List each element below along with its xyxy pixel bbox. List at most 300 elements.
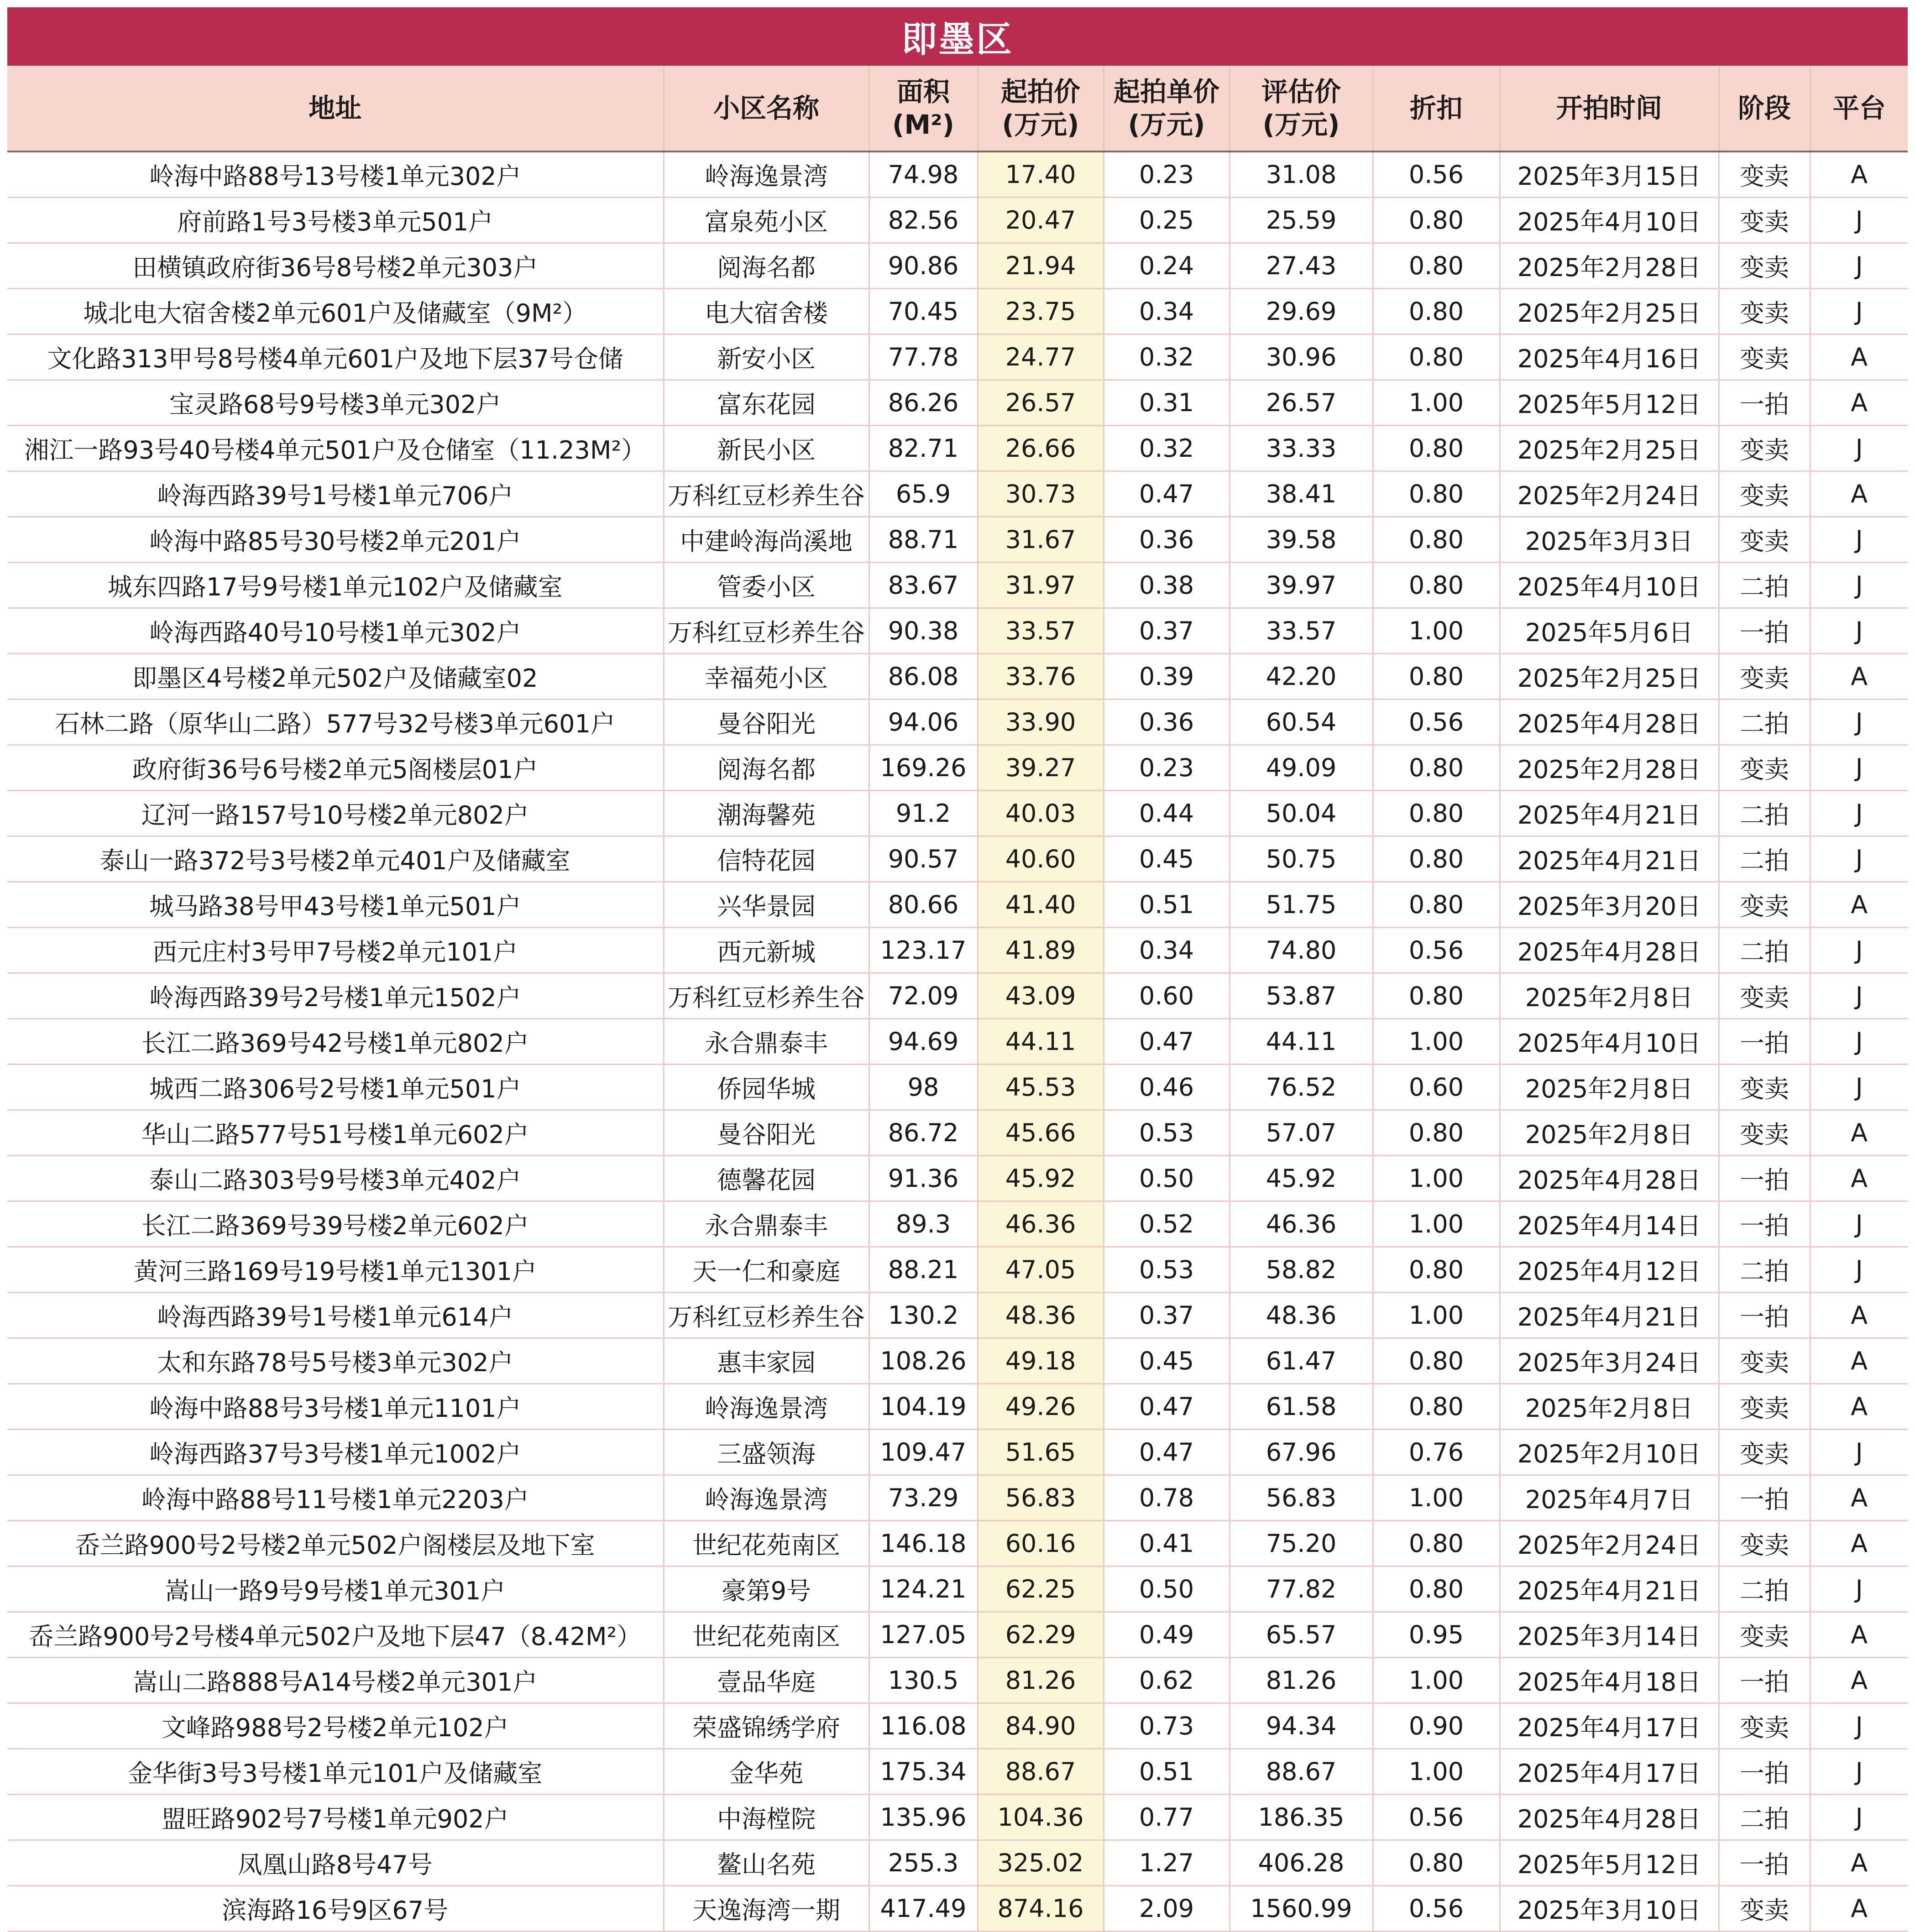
cell-stage: 二拍 bbox=[1719, 791, 1810, 836]
cell-start-price: 45.53 bbox=[978, 1065, 1104, 1110]
cell-address: 泰山一路372号3号楼2单元401户及储藏室 bbox=[7, 836, 664, 882]
cell-unit-price: 0.47 bbox=[1104, 1019, 1230, 1065]
cell-auction-date: 2025年4月21日 bbox=[1500, 1293, 1719, 1338]
cell-appraisal: 75.20 bbox=[1230, 1521, 1373, 1566]
cell-stage: 一拍 bbox=[1719, 1749, 1810, 1795]
cell-discount: 1.00 bbox=[1373, 1156, 1500, 1201]
cell-address: 辽河一路157号10号楼2单元802户 bbox=[7, 791, 664, 836]
cell-community: 曼谷阳光 bbox=[664, 1110, 869, 1156]
cell-stage: 变卖 bbox=[1719, 517, 1810, 563]
cell-address: 即墨区4号楼2单元502户及储藏室02 bbox=[7, 654, 664, 700]
cell-community: 岭海逸景湾 bbox=[664, 1384, 869, 1430]
cell-appraisal: 31.08 bbox=[1230, 151, 1373, 198]
cell-address: 岭海西路40号10号楼1单元302户 bbox=[7, 608, 664, 654]
cell-platform: A bbox=[1810, 654, 1908, 700]
cell-area: 86.08 bbox=[869, 654, 978, 700]
cell-auction-date: 2025年4月7日 bbox=[1500, 1475, 1719, 1521]
cell-auction-date: 2025年4月28日 bbox=[1500, 928, 1719, 973]
cell-stage: 一拍 bbox=[1719, 1475, 1810, 1521]
cell-community: 岭海逸景湾 bbox=[664, 1475, 869, 1521]
cell-auction-date: 2025年5月6日 bbox=[1500, 608, 1719, 654]
table-row bbox=[7, 791, 1908, 836]
cell-community: 岭海逸景湾 bbox=[664, 151, 869, 198]
cell-discount: 0.56 bbox=[1373, 700, 1500, 745]
cell-start-price: 84.90 bbox=[978, 1703, 1104, 1749]
cell-appraisal: 51.75 bbox=[1230, 882, 1373, 928]
cell-area: 130.5 bbox=[869, 1658, 978, 1703]
cell-discount: 0.80 bbox=[1373, 563, 1500, 608]
cell-address: 文化路313甲号8号楼4单元601户及地下层37号仓储 bbox=[7, 334, 664, 380]
cell-platform: A bbox=[1810, 882, 1908, 928]
header-area bbox=[869, 66, 978, 151]
cell-stage: 变卖 bbox=[1719, 654, 1810, 700]
cell-unit-price: 0.49 bbox=[1104, 1612, 1230, 1658]
cell-auction-date: 2025年4月18日 bbox=[1500, 1658, 1719, 1703]
cell-appraisal: 61.47 bbox=[1230, 1338, 1373, 1384]
cell-auction-date: 2025年3月3日 bbox=[1500, 517, 1719, 563]
cell-appraisal: 406.28 bbox=[1230, 1840, 1373, 1886]
cell-auction-date: 2025年2月28日 bbox=[1500, 243, 1719, 289]
cell-stage: 二拍 bbox=[1719, 1795, 1810, 1840]
cell-appraisal: 50.04 bbox=[1230, 791, 1373, 836]
cell-appraisal: 42.20 bbox=[1230, 654, 1373, 700]
cell-address: 嵩山一路9号9号楼1单元301户 bbox=[7, 1566, 664, 1612]
cell-address: 岭海西路39号2号楼1单元1502户 bbox=[7, 973, 664, 1019]
cell-stage: 变卖 bbox=[1719, 151, 1810, 198]
cell-address: 文峰路988号2号楼2单元102户 bbox=[7, 1703, 664, 1749]
cell-appraisal: 25.59 bbox=[1230, 198, 1373, 243]
cell-area: 82.71 bbox=[869, 426, 978, 471]
cell-area: 77.78 bbox=[869, 334, 978, 380]
cell-start-price: 874.16 bbox=[978, 1886, 1104, 1932]
cell-auction-date: 2025年4月21日 bbox=[1500, 791, 1719, 836]
header-platform-label: 平台 bbox=[1832, 92, 1886, 124]
header-area-label: 面积 bbox=[896, 76, 950, 107]
cell-auction-date: 2025年4月17日 bbox=[1500, 1703, 1719, 1749]
cell-appraisal: 29.69 bbox=[1230, 289, 1373, 334]
cell-platform: A bbox=[1810, 1110, 1908, 1156]
cell-unit-price: 0.23 bbox=[1104, 745, 1230, 791]
cell-discount: 0.76 bbox=[1373, 1430, 1500, 1475]
cell-start-price: 20.47 bbox=[978, 198, 1104, 243]
cell-address: 岙兰路900号2号楼4单元502户及地下层47（8.42M²） bbox=[7, 1612, 664, 1658]
cell-community: 西元新城 bbox=[664, 928, 869, 973]
cell-area: 169.26 bbox=[869, 745, 978, 791]
cell-auction-date: 2025年2月28日 bbox=[1500, 745, 1719, 791]
cell-stage: 变卖 bbox=[1719, 471, 1810, 517]
cell-discount: 0.80 bbox=[1373, 1247, 1500, 1293]
cell-community: 管委小区 bbox=[664, 563, 869, 608]
cell-area: 255.3 bbox=[869, 1840, 978, 1886]
cell-appraisal: 45.92 bbox=[1230, 1156, 1373, 1201]
cell-area: 175.34 bbox=[869, 1749, 978, 1795]
cell-address: 长江二路369号42号楼1单元802户 bbox=[7, 1019, 664, 1065]
cell-platform: A bbox=[1810, 1886, 1908, 1932]
table-row bbox=[7, 1065, 1908, 1110]
cell-appraisal: 77.82 bbox=[1230, 1566, 1373, 1612]
cell-appraisal: 39.97 bbox=[1230, 563, 1373, 608]
cell-area: 91.2 bbox=[869, 791, 978, 836]
cell-address: 金华街3号3号楼1单元101户及储藏室 bbox=[7, 1749, 664, 1795]
cell-stage: 一拍 bbox=[1719, 1658, 1810, 1703]
cell-platform: J bbox=[1810, 289, 1908, 334]
cell-auction-date: 2025年3月24日 bbox=[1500, 1338, 1719, 1384]
cell-area: 90.38 bbox=[869, 608, 978, 654]
cell-appraisal: 94.34 bbox=[1230, 1703, 1373, 1749]
cell-start-price: 51.65 bbox=[978, 1430, 1104, 1475]
cell-discount: 1.00 bbox=[1373, 1019, 1500, 1065]
cell-address: 长江二路369号39号楼2单元602户 bbox=[7, 1201, 664, 1247]
cell-start-price: 47.05 bbox=[978, 1247, 1104, 1293]
header-discount bbox=[1373, 66, 1500, 151]
cell-stage: 一拍 bbox=[1719, 608, 1810, 654]
cell-address: 泰山二路303号9号楼3单元402户 bbox=[7, 1156, 664, 1201]
cell-platform: J bbox=[1810, 243, 1908, 289]
cell-unit-price: 0.73 bbox=[1104, 1703, 1230, 1749]
cell-address: 城西二路306号2号楼1单元501户 bbox=[7, 1065, 664, 1110]
table-row bbox=[7, 1384, 1908, 1430]
cell-discount: 1.00 bbox=[1373, 1475, 1500, 1521]
cell-area: 89.3 bbox=[869, 1201, 978, 1247]
cell-appraisal: 67.96 bbox=[1230, 1430, 1373, 1475]
cell-discount: 0.80 bbox=[1373, 426, 1500, 471]
cell-start-price: 30.73 bbox=[978, 471, 1104, 517]
cell-auction-date: 2025年5月12日 bbox=[1500, 1840, 1719, 1886]
cell-community: 壹品华庭 bbox=[664, 1658, 869, 1703]
cell-platform: J bbox=[1810, 563, 1908, 608]
cell-discount: 0.80 bbox=[1373, 836, 1500, 882]
cell-area: 70.45 bbox=[869, 289, 978, 334]
cell-area: 98 bbox=[869, 1065, 978, 1110]
cell-discount: 0.80 bbox=[1373, 198, 1500, 243]
cell-discount: 0.56 bbox=[1373, 1795, 1500, 1840]
cell-stage: 变卖 bbox=[1719, 1703, 1810, 1749]
cell-address: 岭海中路88号3号楼1单元1101户 bbox=[7, 1384, 664, 1430]
cell-unit-price: 0.47 bbox=[1104, 1384, 1230, 1430]
header-platform bbox=[1810, 66, 1908, 151]
cell-discount: 1.00 bbox=[1373, 1201, 1500, 1247]
cell-platform: J bbox=[1810, 700, 1908, 745]
cell-discount: 0.90 bbox=[1373, 1703, 1500, 1749]
cell-auction-date: 2025年2月10日 bbox=[1500, 1430, 1719, 1475]
cell-area: 146.18 bbox=[869, 1521, 978, 1566]
cell-unit-price: 0.50 bbox=[1104, 1566, 1230, 1612]
cell-address: 城东四路17号9号楼1单元102户及储藏室 bbox=[7, 563, 664, 608]
cell-unit-price: 0.53 bbox=[1104, 1247, 1230, 1293]
cell-address: 岙兰路900号2号楼2单元502户阁楼层及地下室 bbox=[7, 1521, 664, 1566]
cell-stage: 变卖 bbox=[1719, 1886, 1810, 1932]
cell-stage: 二拍 bbox=[1719, 700, 1810, 745]
header-appraisal bbox=[1230, 66, 1373, 151]
cell-stage: 二拍 bbox=[1719, 836, 1810, 882]
cell-platform: J bbox=[1810, 791, 1908, 836]
cell-stage: 二拍 bbox=[1719, 1566, 1810, 1612]
cell-discount: 0.80 bbox=[1373, 334, 1500, 380]
cell-area: 86.72 bbox=[869, 1110, 978, 1156]
cell-auction-date: 2025年3月20日 bbox=[1500, 882, 1719, 928]
cell-unit-price: 0.24 bbox=[1104, 243, 1230, 289]
cell-address: 岭海西路39号1号楼1单元614户 bbox=[7, 1293, 664, 1338]
cell-address: 田横镇政府街36号8号楼2单元303户 bbox=[7, 243, 664, 289]
cell-area: 73.29 bbox=[869, 1475, 978, 1521]
cell-stage: 变卖 bbox=[1719, 289, 1810, 334]
cell-auction-date: 2025年4月21日 bbox=[1500, 836, 1719, 882]
cell-auction-date: 2025年2月24日 bbox=[1500, 1521, 1719, 1566]
cell-stage: 变卖 bbox=[1719, 334, 1810, 380]
cell-appraisal: 57.07 bbox=[1230, 1110, 1373, 1156]
cell-unit-price: 0.32 bbox=[1104, 334, 1230, 380]
cell-start-price: 40.60 bbox=[978, 836, 1104, 882]
cell-area: 83.67 bbox=[869, 563, 978, 608]
cell-community: 中海樘院 bbox=[664, 1795, 869, 1840]
header-start-price-unit: (万元) bbox=[1002, 109, 1079, 140]
cell-start-price: 31.97 bbox=[978, 563, 1104, 608]
cell-appraisal: 38.41 bbox=[1230, 471, 1373, 517]
cell-unit-price: 0.78 bbox=[1104, 1475, 1230, 1521]
table-row bbox=[7, 836, 1908, 882]
cell-area: 94.06 bbox=[869, 700, 978, 745]
cell-platform: J bbox=[1810, 517, 1908, 563]
cell-platform: A bbox=[1810, 380, 1908, 426]
header-address bbox=[7, 66, 664, 151]
cell-address: 滨海路16号9区67号 bbox=[7, 1886, 664, 1932]
table-row bbox=[7, 426, 1908, 471]
header-community-label: 小区名称 bbox=[713, 92, 819, 124]
cell-area: 90.86 bbox=[869, 243, 978, 289]
cell-community: 万科红豆杉养生谷 bbox=[664, 1293, 869, 1338]
cell-discount: 0.80 bbox=[1373, 471, 1500, 517]
cell-address: 岭海西路39号1号楼1单元706户 bbox=[7, 471, 664, 517]
cell-unit-price: 0.34 bbox=[1104, 289, 1230, 334]
cell-auction-date: 2025年3月14日 bbox=[1500, 1612, 1719, 1658]
table-row bbox=[7, 563, 1908, 608]
table-row bbox=[7, 1019, 1908, 1065]
cell-platform: J bbox=[1810, 1247, 1908, 1293]
cell-appraisal: 61.58 bbox=[1230, 1384, 1373, 1430]
table-row bbox=[7, 243, 1908, 289]
cell-stage: 变卖 bbox=[1719, 1338, 1810, 1384]
cell-area: 104.19 bbox=[869, 1384, 978, 1430]
cell-appraisal: 48.36 bbox=[1230, 1293, 1373, 1338]
cell-community: 阅海名都 bbox=[664, 745, 869, 791]
cell-community: 三盛领海 bbox=[664, 1430, 869, 1475]
cell-address: 太和东路78号5号楼3单元302户 bbox=[7, 1338, 664, 1384]
cell-auction-date: 2025年4月12日 bbox=[1500, 1247, 1719, 1293]
cell-platform: J bbox=[1810, 198, 1908, 243]
cell-auction-date: 2025年4月16日 bbox=[1500, 334, 1719, 380]
cell-platform: J bbox=[1810, 1566, 1908, 1612]
cell-start-price: 62.29 bbox=[978, 1612, 1104, 1658]
header-auction-date-label: 开拍时间 bbox=[1556, 92, 1662, 124]
cell-platform: A bbox=[1810, 334, 1908, 380]
cell-auction-date: 2025年2月8日 bbox=[1500, 1384, 1719, 1430]
cell-auction-date: 2025年3月15日 bbox=[1500, 151, 1719, 198]
table-row bbox=[7, 1840, 1908, 1886]
cell-area: 109.47 bbox=[869, 1430, 978, 1475]
table-row bbox=[7, 654, 1908, 700]
cell-discount: 0.80 bbox=[1373, 243, 1500, 289]
cell-stage: 二拍 bbox=[1719, 1247, 1810, 1293]
header-area-unit: (M²) bbox=[892, 109, 955, 140]
cell-platform: J bbox=[1810, 1065, 1908, 1110]
price-table-sheet bbox=[7, 7, 1908, 1932]
table-row bbox=[7, 517, 1908, 563]
cell-community: 金华苑 bbox=[664, 1749, 869, 1795]
cell-auction-date: 2025年4月10日 bbox=[1500, 198, 1719, 243]
cell-platform: J bbox=[1810, 426, 1908, 471]
cell-start-price: 33.76 bbox=[978, 654, 1104, 700]
cell-appraisal: 60.54 bbox=[1230, 700, 1373, 745]
cell-area: 91.36 bbox=[869, 1156, 978, 1201]
cell-discount: 1.00 bbox=[1373, 1749, 1500, 1795]
cell-auction-date: 2025年2月8日 bbox=[1500, 973, 1719, 1019]
cell-platform: A bbox=[1810, 1156, 1908, 1201]
cell-address: 凤凰山路8号47号 bbox=[7, 1840, 664, 1886]
cell-start-price: 45.92 bbox=[978, 1156, 1104, 1201]
cell-stage: 变卖 bbox=[1719, 882, 1810, 928]
header-stage-label: 阶段 bbox=[1737, 92, 1791, 124]
cell-address: 岭海西路37号3号楼1单元1002户 bbox=[7, 1430, 664, 1475]
cell-start-price: 23.75 bbox=[978, 289, 1104, 334]
cell-discount: 0.80 bbox=[1373, 1338, 1500, 1384]
cell-auction-date: 2025年4月28日 bbox=[1500, 1795, 1719, 1840]
cell-start-price: 33.57 bbox=[978, 608, 1104, 654]
cell-start-price: 56.83 bbox=[978, 1475, 1104, 1521]
cell-unit-price: 0.39 bbox=[1104, 654, 1230, 700]
cell-platform: J bbox=[1810, 973, 1908, 1019]
cell-platform: J bbox=[1810, 1795, 1908, 1840]
cell-unit-price: 1.27 bbox=[1104, 1840, 1230, 1886]
cell-unit-price: 0.53 bbox=[1104, 1110, 1230, 1156]
cell-platform: A bbox=[1810, 1658, 1908, 1703]
cell-community: 兴华景园 bbox=[664, 882, 869, 928]
cell-start-price: 24.77 bbox=[978, 334, 1104, 380]
cell-platform: J bbox=[1810, 1703, 1908, 1749]
cell-auction-date: 2025年2月25日 bbox=[1500, 426, 1719, 471]
cell-start-price: 62.25 bbox=[978, 1566, 1104, 1612]
cell-stage: 变卖 bbox=[1719, 1065, 1810, 1110]
cell-start-price: 60.16 bbox=[978, 1521, 1104, 1566]
cell-community: 阅海名都 bbox=[664, 243, 869, 289]
cell-stage: 二拍 bbox=[1719, 928, 1810, 973]
table-row bbox=[7, 1247, 1908, 1293]
cell-platform: A bbox=[1810, 151, 1908, 198]
cell-appraisal: 39.58 bbox=[1230, 517, 1373, 563]
cell-discount: 0.60 bbox=[1373, 1065, 1500, 1110]
cell-community: 新安小区 bbox=[664, 334, 869, 380]
table-row bbox=[7, 973, 1908, 1019]
cell-stage: 一拍 bbox=[1719, 1156, 1810, 1201]
cell-start-price: 45.66 bbox=[978, 1110, 1104, 1156]
cell-unit-price: 0.45 bbox=[1104, 1338, 1230, 1384]
cell-appraisal: 76.52 bbox=[1230, 1065, 1373, 1110]
cell-community: 侨园华城 bbox=[664, 1065, 869, 1110]
cell-area: 123.17 bbox=[869, 928, 978, 973]
cell-area: 94.69 bbox=[869, 1019, 978, 1065]
table-row bbox=[7, 1293, 1908, 1338]
table-row bbox=[7, 1110, 1908, 1156]
cell-area: 130.2 bbox=[869, 1293, 978, 1338]
cell-platform: A bbox=[1810, 1840, 1908, 1886]
cell-address: 城北电大宿舍楼2单元601户及储藏室（9M²） bbox=[7, 289, 664, 334]
table-header bbox=[7, 66, 1908, 151]
cell-area: 90.57 bbox=[869, 836, 978, 882]
cell-discount: 0.80 bbox=[1373, 289, 1500, 334]
cell-discount: 0.80 bbox=[1373, 882, 1500, 928]
cell-platform: A bbox=[1810, 1384, 1908, 1430]
cell-community: 鳌山名苑 bbox=[664, 1840, 869, 1886]
cell-community: 富泉苑小区 bbox=[664, 198, 869, 243]
cell-unit-price: 0.47 bbox=[1104, 1430, 1230, 1475]
cell-community: 世纪花苑南区 bbox=[664, 1612, 869, 1658]
cell-discount: 0.80 bbox=[1373, 654, 1500, 700]
cell-platform: J bbox=[1810, 1201, 1908, 1247]
cell-area: 127.05 bbox=[869, 1612, 978, 1658]
cell-discount: 0.80 bbox=[1373, 1384, 1500, 1430]
cell-start-price: 48.36 bbox=[978, 1293, 1104, 1338]
cell-stage: 一拍 bbox=[1719, 1019, 1810, 1065]
cell-community: 荣盛锦绣学府 bbox=[664, 1703, 869, 1749]
cell-platform: A bbox=[1810, 1338, 1908, 1384]
cell-platform: A bbox=[1810, 1293, 1908, 1338]
cell-community: 新民小区 bbox=[664, 426, 869, 471]
cell-unit-price: 0.32 bbox=[1104, 426, 1230, 471]
header-start-price-label: 起拍价 bbox=[1000, 76, 1080, 107]
cell-auction-date: 2025年2月25日 bbox=[1500, 289, 1719, 334]
cell-area: 65.9 bbox=[869, 471, 978, 517]
cell-auction-date: 2025年2月8日 bbox=[1500, 1110, 1719, 1156]
cell-unit-price: 0.41 bbox=[1104, 1521, 1230, 1566]
cell-community: 万科红豆杉养生谷 bbox=[664, 471, 869, 517]
table-row bbox=[7, 289, 1908, 334]
header-appraisal-label: 评估价 bbox=[1261, 76, 1341, 107]
cell-discount: 0.80 bbox=[1373, 1566, 1500, 1612]
cell-start-price: 26.66 bbox=[978, 426, 1104, 471]
cell-stage: 一拍 bbox=[1719, 1840, 1810, 1886]
cell-appraisal: 30.96 bbox=[1230, 334, 1373, 380]
header-auction-date bbox=[1500, 66, 1719, 151]
cell-auction-date: 2025年3月10日 bbox=[1500, 1886, 1719, 1932]
cell-unit-price: 0.77 bbox=[1104, 1795, 1230, 1840]
cell-appraisal: 33.33 bbox=[1230, 426, 1373, 471]
cell-address: 黄河三路169号19号楼1单元1301户 bbox=[7, 1247, 664, 1293]
header-community bbox=[664, 66, 869, 151]
cell-address: 城马路38号甲43号楼1单元501户 bbox=[7, 882, 664, 928]
table-row bbox=[7, 745, 1908, 791]
cell-unit-price: 0.51 bbox=[1104, 1749, 1230, 1795]
cell-area: 417.49 bbox=[869, 1886, 978, 1932]
table-row bbox=[7, 334, 1908, 380]
cell-platform: A bbox=[1810, 1612, 1908, 1658]
cell-address: 岭海中路88号11号楼1单元2203户 bbox=[7, 1475, 664, 1521]
cell-address: 湘江一路93号40号楼4单元501户及仓储室（11.23M²） bbox=[7, 426, 664, 471]
cell-unit-price: 0.31 bbox=[1104, 380, 1230, 426]
table-row bbox=[7, 380, 1908, 426]
cell-community: 天一仁和豪庭 bbox=[664, 1247, 869, 1293]
cell-start-price: 46.36 bbox=[978, 1201, 1104, 1247]
cell-area: 116.08 bbox=[869, 1703, 978, 1749]
cell-auction-date: 2025年5月12日 bbox=[1500, 380, 1719, 426]
cell-auction-date: 2025年2月8日 bbox=[1500, 1065, 1719, 1110]
cell-address: 华山二路577号51号楼1单元602户 bbox=[7, 1110, 664, 1156]
cell-appraisal: 53.87 bbox=[1230, 973, 1373, 1019]
cell-start-price: 41.89 bbox=[978, 928, 1104, 973]
cell-appraisal: 65.57 bbox=[1230, 1612, 1373, 1658]
cell-auction-date: 2025年4月28日 bbox=[1500, 1156, 1719, 1201]
cell-address: 盟旺路902号7号楼1单元902户 bbox=[7, 1795, 664, 1840]
cell-discount: 0.56 bbox=[1373, 928, 1500, 973]
cell-appraisal: 46.36 bbox=[1230, 1201, 1373, 1247]
